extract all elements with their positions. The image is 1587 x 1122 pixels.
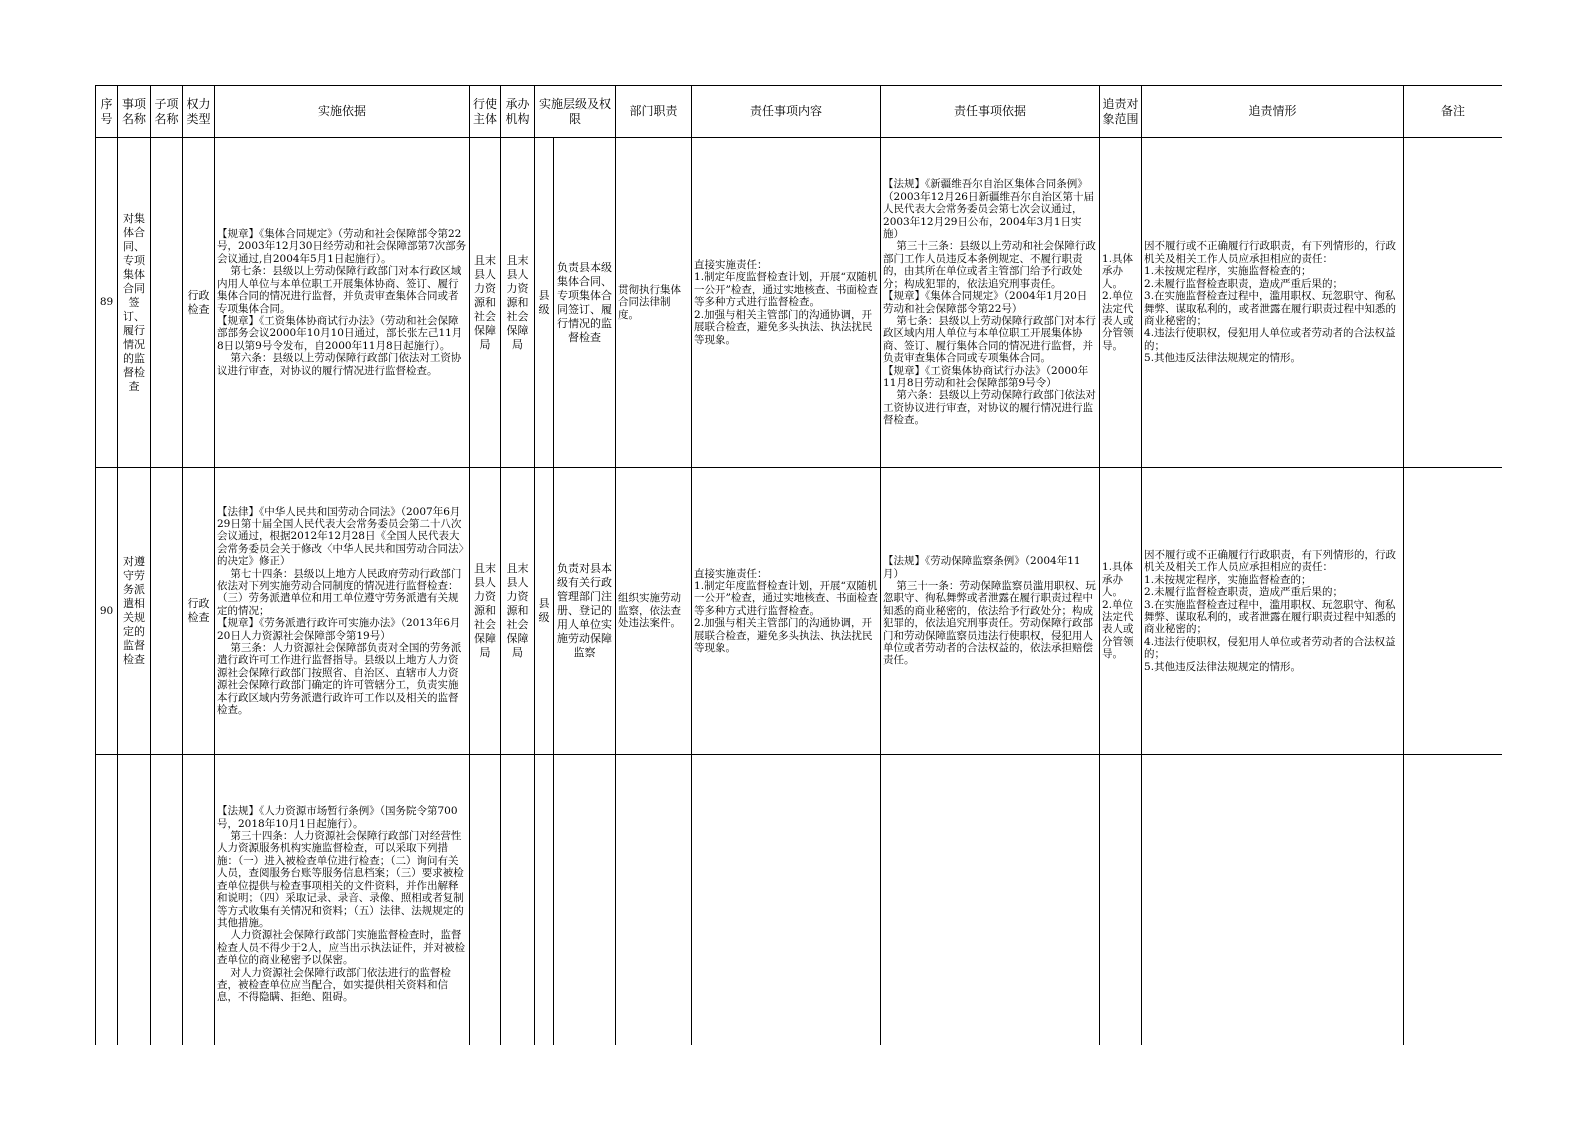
row-level-scope: 负责县本级集体合同、专项集体合同签订、履行情况的监督检查 [554,138,616,468]
header-scope: 追责对象范围 [1100,86,1142,138]
row-basis: 【法律】《中华人民共和国劳动合同法》（2007年6月29日第十届全国人民代表大会常务委员会第二十八次会议通过，根据2012年12月28日《全国人民代表大会常务委员会关于修改〈中华人民共和国劳动合同法〉的决定》修正） 第七十四条：县级以上地方人民政府劳动行政部门依法对下列实施劳动合同制度的情况进行监督检查：（三）劳务派遣单位和用工单位遵守劳务派遣有关规定的情况； 【规章】《劳务派遣行政许可实施办法》（2013年6月20日人力资源社会保障部令第19号） 第三条：人力资源社会保障部负责对全国的劳务派遣行政许可工作进行监督指导。县级以上地方人力资源社会保障行政部门按照省、自治区、直辖市人力资源社会保障行政部门确定的许可管辖分工，负责实施本行政区域内劳务派遣行政许可工作以及相关的监督检查。 [215,468,470,755]
row-circumstance: 因不履行或不正确履行行政职责，有下列情形的，行政机关及相关工作人员应承担相应的责任： 1.未按规定程序，实施监督检查的； 2.未履行监督检查职责，造成严重后果的； 3.在实施监督检查过程中，滥用职权、玩忽职守、徇私舞弊、谋取私利的，或者泄露在履行职责过程中知悉的商业秘密的； 4.违法行使职权，侵犯用人单位或者劳动者的合法权益的； 5.其他违反法律法规规定的情形。 [1142,468,1404,755]
row-duty: 贯彻执行集体合同法律制度。 [616,138,692,468]
row-power-type: 行政检查 [183,138,215,468]
header-resp-basis: 责任事项依据 [881,86,1100,138]
row-power-type [183,755,215,1046]
row-scope: 1.具体承办人。 2.单位法定代表人或分管领导。 [1100,468,1142,755]
row-remark [1404,468,1502,755]
row-no [96,755,118,1046]
row-sub-item [151,755,183,1046]
row-level [535,755,554,1046]
header-circumstance: 追责情形 [1142,86,1404,138]
header-item-name: 事项名称 [118,86,151,138]
row-sub-item [151,468,183,755]
row-scope: 1.具体承办人。 2.单位法定代表人或分管领导。 [1100,138,1142,468]
row-basis: 【法规】《人力资源市场暂行条例》（国务院令第700号，2018年10月1日起施行）。 第三十四条：人力资源社会保障行政部门对经营性人力资源服务机构实施监督检查，可以采取下列措施：（一）进入被检查单位进行检查；（二）询问有关人员，查阅服务台账等服务信息档案；（三）要求被检查单位提供与检查事项相关的文件资料，并作出解释和说明；（四）采取记录、录音、录像、照相或者复制等方式收集有关情况和资料；（五）法律、法规规定的其他措施。 人力资源社会保障行政部门实施监督检查时，监督检查人员不得少于2人，应当出示执法证件，并对被检查单位的商业秘密予以保密。 对人力资源社会保障行政部门依法进行的监督检查，被检查单位应当配合，如实提供相关资料和信息，不得隐瞒、拒绝、阻碍。 [215,755,470,1046]
row-content: 直接实施责任： 1.制定年度监督检查计划，开展“双随机一公开”检查，通过实地核查、书面检查等多种方式进行监督检查。 2.加强与相关主管部门的沟通协调，开展联合检查，避免多头执法、执法扰民等现象。 [692,468,881,755]
row-circumstance [1142,755,1404,1046]
row-duty: 组织实施劳动监察，依法查处违法案件。 [616,468,692,755]
row-agency [501,755,535,1046]
header-subject: 行使主体 [470,86,501,138]
row-power-type: 行政检查 [183,468,215,755]
row-resp-basis [881,755,1100,1046]
header-remark: 备注 [1404,86,1502,138]
row-remark [1404,755,1502,1046]
responsibility-table [95,85,1502,1045]
header-content: 责任事项内容 [692,86,881,138]
responsibility-table-sheet [95,85,1502,1045]
row-level-scope: 负责对县本级有关行政管理部门注册、登记的用人单位实施劳动保障监察 [554,468,616,755]
row-duty [616,755,692,1046]
row-subject: 且末县人力资源和社会保障局 [470,468,501,755]
header-no: 序号 [96,86,118,138]
row-sub-item [151,138,183,468]
header-sub-item: 子项名称 [151,86,183,138]
header-agency: 承办机构 [501,86,535,138]
header-row [96,86,1503,138]
row-level: 县级 [535,468,554,755]
row-level: 县级 [535,138,554,468]
row-subject: 且末县人力资源和社会保障局 [470,138,501,468]
header-basis: 实施依据 [215,86,470,138]
row-basis: 【规章】《集体合同规定》（劳动和社会保障部令第22号，2003年12月30日经劳动和社会保障部第7次部务会议通过,自2004年5月1日起施行）。 第七条：县级以上劳动保障行政部门对本行政区域内用人单位与本单位职工开展集体协商、签订、履行集体合同的情况进行监督，并负责审查集体合同或者专项集体合同。 【规章】《工资集体协商试行办法》（劳动和社会保障部部务会议2000年10月10日通过，部长张左己11月8日以第9号令发布，自2000年11月8日起施行）。 第六条：县级以上劳动保障行政部门依法对工资协议进行审查，对协议的履行情况进行监督检查。 [215,138,470,468]
row-content: 直接实施责任： 1.制定年度监督检查计划，开展“双随机一公开”检查，通过实地核查、书面检查等多种方式进行监督检查。 2.加强与相关主管部门的沟通协调，开展联合检查，避免多头执法、执法扰民等现象。 [692,138,881,468]
row-level-scope [554,755,616,1046]
row-no: 89 [96,138,118,468]
row-item-name: 对遵守劳务派遣相关规定的监督检查 [118,468,151,755]
header-level: 实施层级及权限 [535,86,616,138]
table-row [96,468,1503,755]
table-row [96,138,1503,468]
row-resp-basis: 【法规】《新疆维吾尔自治区集体合同条例》（2003年12月26日新疆维吾尔自治区第十届人民代表大会常务委员会第七次会议通过，2003年12月29日公布，2004年3月1日实施） 第三十三条：县级以上劳动和社会保障行政部门工作人员违反本条例规定、不履行职责的，由其所在单位或者主管部门给予行政处分；构成犯罪的，依法追究刑事责任。 【规章】《集体合同规定》（2004年1月20日劳动和社会保障部令第22号） 第七条：县级以上劳动保障行政部门对本行政区域内用人单位与本单位职工开展集体协商、签订、履行集体合同的情况进行监督，并负责审查集体合同或专项集体合同。 【规章】《工资集体协商试行办法》（2000年11月8日劳动和社会保障部第9号令） 第六条：县级以上劳动保障行政部门依法对工资协议进行审查，对协议的履行情况进行监督检查。 [881,138,1100,468]
row-content [692,755,881,1046]
row-scope [1100,755,1142,1046]
row-agency: 且末县人力资源和社会保障局 [501,468,535,755]
row-item-name [118,755,151,1046]
table-row [96,755,1503,1046]
row-circumstance: 因不履行或不正确履行行政职责，有下列情形的，行政机关及相关工作人员应承担相应的责任： 1.未按规定程序，实施监督检查的； 2.未履行监督检查职责，造成严重后果的； 3.在实施监督检查过程中，滥用职权、玩忽职守、徇私舞弊、谋取私利的，或者泄露在履行职责过程中知悉的商业秘密的； 4.违法行使职权，侵犯用人单位或者劳动者的合法权益的； 5.其他违反法律法规规定的情形。 [1142,138,1404,468]
header-power-type: 权力类型 [183,86,215,138]
header-duty: 部门职责 [616,86,692,138]
row-subject [470,755,501,1046]
row-remark [1404,138,1502,468]
row-agency: 且末县人力资源和社会保障局 [501,138,535,468]
row-no: 90 [96,468,118,755]
row-resp-basis: 【法规】《劳动保障监察条例》（2004年11月） 第三十一条：劳动保障监察员滥用职权、玩忽职守、徇私舞弊或者泄露在履行职责过程中知悉的商业秘密的，依法给予行政处分；构成犯罪的，依法追究刑事责任。劳动保障行政部门和劳动保障监察员违法行使职权，侵犯用人单位或者劳动者的合法权益的，依法承担赔偿责任。 [881,468,1100,755]
row-item-name: 对集体合同、专项集体合同签订、履行情况的监督检查 [118,138,151,468]
